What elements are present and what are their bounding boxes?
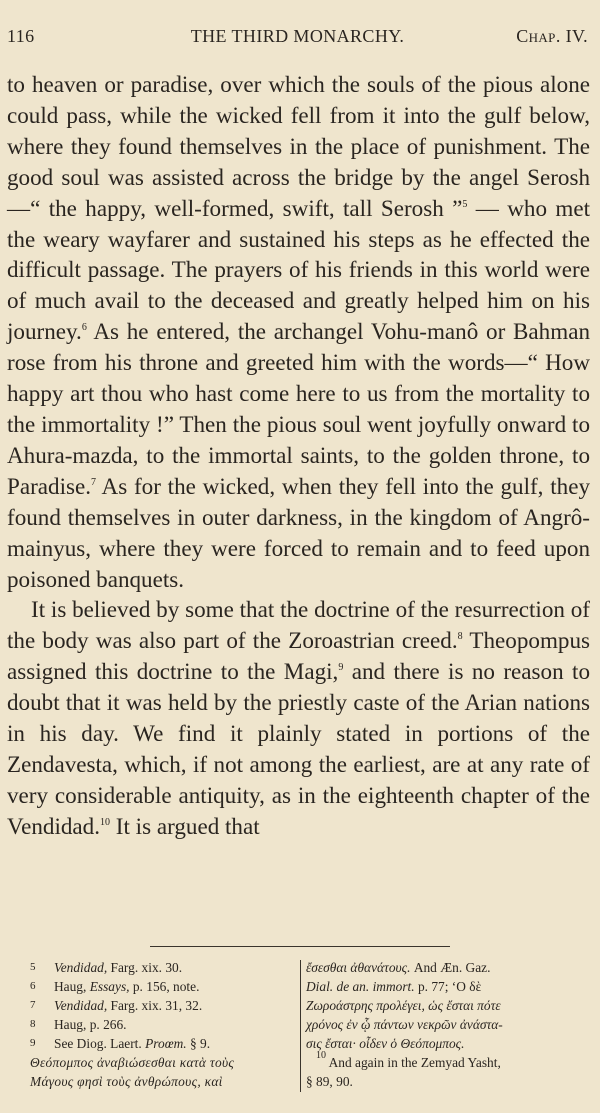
chapter-label: Chap. IV.: [516, 26, 588, 46]
footnote-9-cont-5: σις ἔσται· οἶδεν ὁ Θεόπομπος.: [306, 1036, 465, 1051]
footnote-rule: [150, 946, 450, 947]
paragraph-1-text-d: As for the wicked, when they fell into the gulf, they found themselves in outer darkness, in the kingdom of Angrô-mainyus, where they were forced to remain and to feed upon poisoned banquets.: [7, 472, 590, 592]
footnote-text: Farg. xix. 30.: [107, 960, 183, 975]
footnote-9-cont-1: [306, 958, 590, 977]
footnote-9: [30, 1034, 298, 1053]
paragraph-2-text-d: It is argued that: [110, 812, 260, 839]
footnote-italic: Vendidad,: [54, 998, 108, 1013]
footnote-8: [30, 1015, 298, 1034]
footnote-text: p. 156, note.: [129, 979, 200, 994]
footnote-text: And Æn. Gaz.: [410, 960, 491, 975]
footnote-9-greek-2: Μάγους φησὶ τοὺς ἀνθρώπους, καὶ: [30, 1074, 223, 1089]
footnote-text: Farg. xix. 31, 32.: [107, 998, 203, 1013]
footnote-mark: 9: [30, 1037, 36, 1049]
footnote-text: § 9.: [186, 1036, 211, 1051]
footnote-6: [30, 977, 298, 996]
paragraph-2: [7, 594, 590, 841]
footnote-ref-7: 7: [91, 476, 97, 488]
paragraph-1-text-b: — who met the weary wayfarer and sustained his steps as he effected the difficult passage. The prayers of his friends in this world were of much avail to the deceased and greatly helped him on his journey.: [7, 194, 590, 345]
paragraph-1: [7, 69, 590, 594]
footnote-9-greek-1: Θεόπομπος ἀναβιώσεσθαι κατὰ τοὺς: [30, 1055, 235, 1070]
footnote-column-divider: [300, 960, 301, 1092]
footnote-pre: Haug, p. 266.: [54, 1017, 127, 1032]
footnote-italic: Essays,: [89, 979, 130, 994]
footnote-mark: 5: [30, 961, 36, 973]
footnote-10-cont: § 89, 90.: [306, 1074, 353, 1089]
footnote-pre: Haug,: [54, 979, 90, 994]
running-title: THE THIRD MONARCHY.: [190, 26, 405, 46]
paragraph-2-text-c: and there is no reason to doubt that it was held by the priestly caste of the Arian nations in his day. We find it plainly stated in portions of the Zendavesta, which, if not among the earliest, are at any rate of very considerable antiquity, as in the eighteenth chapter of the Vendidad.: [7, 658, 590, 839]
footnote-mark: 6: [30, 980, 36, 992]
footnote-text: p. 77; ‘Ο δὲ: [414, 979, 482, 994]
footnotes-right-column: [306, 958, 590, 1091]
footnote-9-cont-4: χρόνος ἐν ᾧ πάντων νεκρῶν ἀνάστα-: [306, 1017, 503, 1032]
footnote-7: [30, 996, 298, 1015]
paragraph-1-text-c: As he entered, the archangel Vohu-manô or Bahman rose from his throne and greeted him with the words—“ How happy art thou who hast come here to us from the mortality to the immortality !” Then the pious soul went joyfully onward to Ahura-mazda, to the immortal saints, to the golden throne, to Paradise.: [7, 318, 590, 499]
footnote-text: And again in the Zemyad Yasht,: [326, 1055, 501, 1070]
footnote-italic: Vendidad,: [54, 960, 108, 975]
footnote-ref-8: 8: [457, 631, 463, 643]
footnote-ref-10: 10: [100, 816, 110, 828]
greek-text: ἔσεσθαι ἀθανάτους.: [306, 960, 411, 975]
footnote-9-cont-2: [306, 977, 590, 996]
paragraph-2-text-b: Theopompus assigned this doctrine to the Magi,: [7, 627, 590, 685]
main-text: [7, 69, 590, 842]
paragraph-2-text-a: It is believed by some that the doctrine of the resurrection of the body was also part of the Zoroastrian creed.: [7, 596, 590, 654]
footnote-mark: 7: [30, 999, 36, 1011]
footnotes-left-column: [30, 958, 298, 1091]
footnote-ref-5: 5: [462, 198, 468, 210]
footnote-italic: Dial. de an. immort.: [306, 979, 415, 994]
footnote-pre: See Diog. Laert.: [54, 1036, 146, 1051]
footnote-mark: 10: [316, 1050, 326, 1061]
footnote-9-cont-3: Ζωροάστρης προλέγει, ὡς ἔσται πότε: [306, 998, 501, 1013]
footnote-italic: Proœm.: [145, 1036, 187, 1051]
footnote-mark: 8: [30, 1018, 36, 1030]
page-number: 116: [7, 26, 35, 46]
footnote-ref-9: 9: [338, 662, 344, 674]
footnote-ref-6: 6: [81, 322, 87, 334]
paragraph-1-text-a: to heaven or paradise, over which the souls of the pious alone could pass, while the wicked fell from it into the gulf below, where they found themselves in the place of punishment. The good soul was assisted across the bridge by the angel Serosh—“ the happy, well-formed, swift, tall Serosh ”: [7, 71, 590, 221]
footnote-10: [306, 1050, 590, 1072]
footnote-5: [30, 958, 298, 977]
page-header: [7, 26, 588, 52]
